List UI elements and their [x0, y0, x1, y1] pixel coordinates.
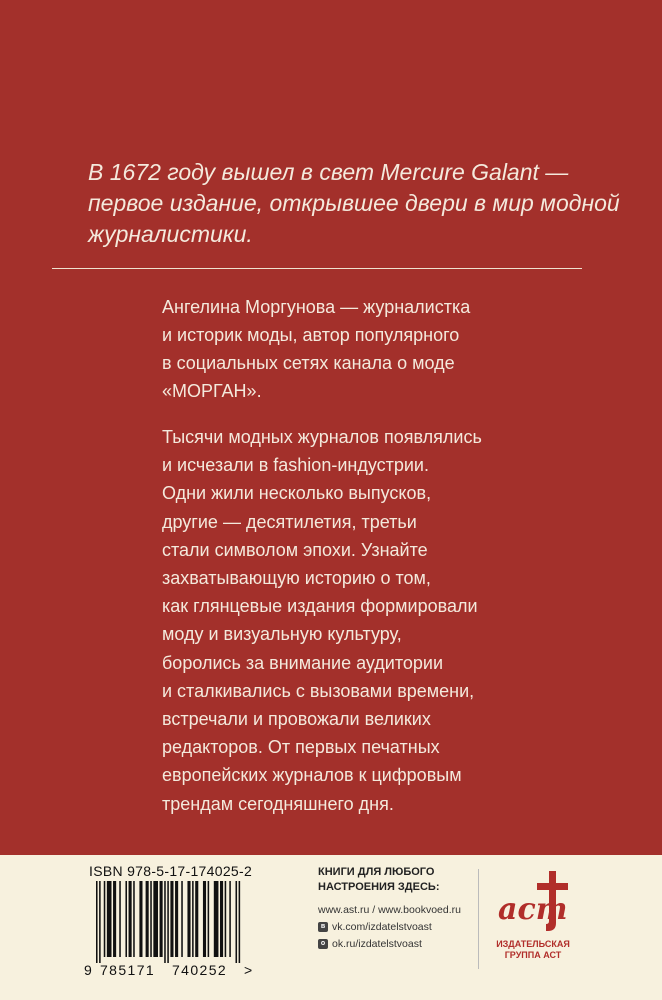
- logo-wordmark: аст: [498, 892, 568, 927]
- description-line: моду и визуальную культуру,: [162, 624, 402, 645]
- barcode-bar: [220, 881, 223, 957]
- website-text: www.ast.ru / www.bookvoed.ru: [318, 903, 461, 916]
- publisher-slogan: [318, 865, 439, 895]
- barcode-bar: [146, 881, 149, 957]
- barcode: [84, 881, 254, 979]
- lead-line: журналистики.: [88, 221, 253, 247]
- author-bio: [162, 293, 602, 405]
- description-line: стали символом эпохи. Узнайте: [162, 539, 428, 560]
- publisher-links: [318, 901, 461, 952]
- bio-line: Ангелина Моргунова — журналистка: [162, 297, 471, 317]
- divider-rule: [52, 268, 582, 269]
- barcode-bar: [113, 881, 116, 957]
- description-line: как глянцевые издания формировали: [162, 596, 478, 617]
- barcode-marker: >: [244, 962, 253, 978]
- barcode-bar: [229, 881, 231, 957]
- barcode-bar: [164, 881, 166, 963]
- barcode-bar: [195, 881, 198, 957]
- barcode-bar: [203, 881, 206, 957]
- barcode-bar: [104, 881, 106, 957]
- description-line: и исчезали в fashion-индустрии.: [162, 455, 429, 476]
- barcode-bar: [214, 881, 219, 957]
- vk-text: vk.com/izdatelstvoast: [332, 920, 432, 933]
- barcode-bar: [225, 881, 227, 957]
- bio-line: «МОРГАН».: [162, 381, 262, 401]
- vk-icon: в: [318, 922, 328, 932]
- description-line: Одни жили несколько выпусков,: [162, 483, 432, 504]
- lead-line: В 1672 году вышел в свет Mercure Galant —: [88, 159, 569, 185]
- publisher-name-line: ГРУППА АСТ: [504, 950, 562, 960]
- barcode-bar: [107, 881, 112, 957]
- barcode-left-digits: 785171: [100, 962, 156, 978]
- publisher-logo: [494, 867, 574, 937]
- barcode-bar: [99, 881, 101, 963]
- description-line: и сталкивались с вызовами времени,: [162, 680, 475, 701]
- description-line: боролись за внимание аудитории: [162, 652, 444, 673]
- barcode-bar: [129, 881, 132, 957]
- imprint-panel: [0, 855, 662, 1000]
- ok-text: ok.ru/izdatelstvoast: [332, 937, 422, 950]
- barcode-bar: [192, 881, 194, 957]
- description-line: встречали и провожали великих: [162, 709, 431, 730]
- barcode-first-digit: 9: [84, 962, 92, 978]
- isbn-number: ISBN 978-5-17-174025-2: [89, 863, 253, 879]
- description-line: европейских журналов к цифровым: [162, 765, 462, 786]
- publisher-name: [488, 939, 578, 961]
- description-line: трендам сегодняшнего дня.: [162, 793, 394, 814]
- barcode-bar: [236, 881, 238, 963]
- barcode-bar: [96, 881, 98, 963]
- description-line: редакторов. От первых печатных: [162, 737, 440, 758]
- barcode-bar: [139, 881, 142, 957]
- barcode-bar: [160, 881, 163, 957]
- lead-line: первое издание, открывшее двери в мир модной: [88, 190, 620, 216]
- barcode-bar: [181, 881, 183, 957]
- barcode-right-digits: 740252: [172, 962, 228, 978]
- ok-icon: о: [318, 939, 328, 949]
- book-description: [162, 423, 602, 818]
- barcode-bar: [133, 881, 135, 957]
- barcode-bar: [239, 881, 241, 963]
- panel-separator: [478, 869, 479, 969]
- barcode-bar: [119, 881, 121, 957]
- barcode-bar: [175, 881, 178, 957]
- slogan-line: КНИГИ ДЛЯ ЛЮБОГО: [318, 866, 435, 878]
- barcode-bar: [187, 881, 190, 957]
- slogan-line: НАСТРОЕНИЯ ЗДЕСЬ:: [318, 881, 440, 893]
- bio-line: и историк моды, автор популярного: [162, 325, 460, 345]
- ok-link[interactable]: [318, 935, 461, 952]
- vk-link[interactable]: [318, 918, 461, 935]
- publisher-name-line: ИЗДАТЕЛЬСКАЯ: [496, 939, 570, 949]
- barcode-bar: [153, 881, 158, 957]
- description-line: Тысячи модных журналов появлялись: [162, 427, 482, 447]
- lead-quote: [88, 157, 620, 250]
- barcode-bar: [150, 881, 152, 957]
- website-link[interactable]: [318, 901, 461, 918]
- barcode-bar: [170, 881, 173, 957]
- bio-line: в социальных сетях канала о моде: [162, 353, 455, 373]
- description-line: другие — десятилетия, третьи: [162, 511, 417, 532]
- description-line: захватывающую историю о том,: [162, 568, 431, 589]
- barcode-bar: [125, 881, 127, 957]
- barcode-bar: [167, 881, 169, 963]
- barcode-bar: [208, 881, 210, 957]
